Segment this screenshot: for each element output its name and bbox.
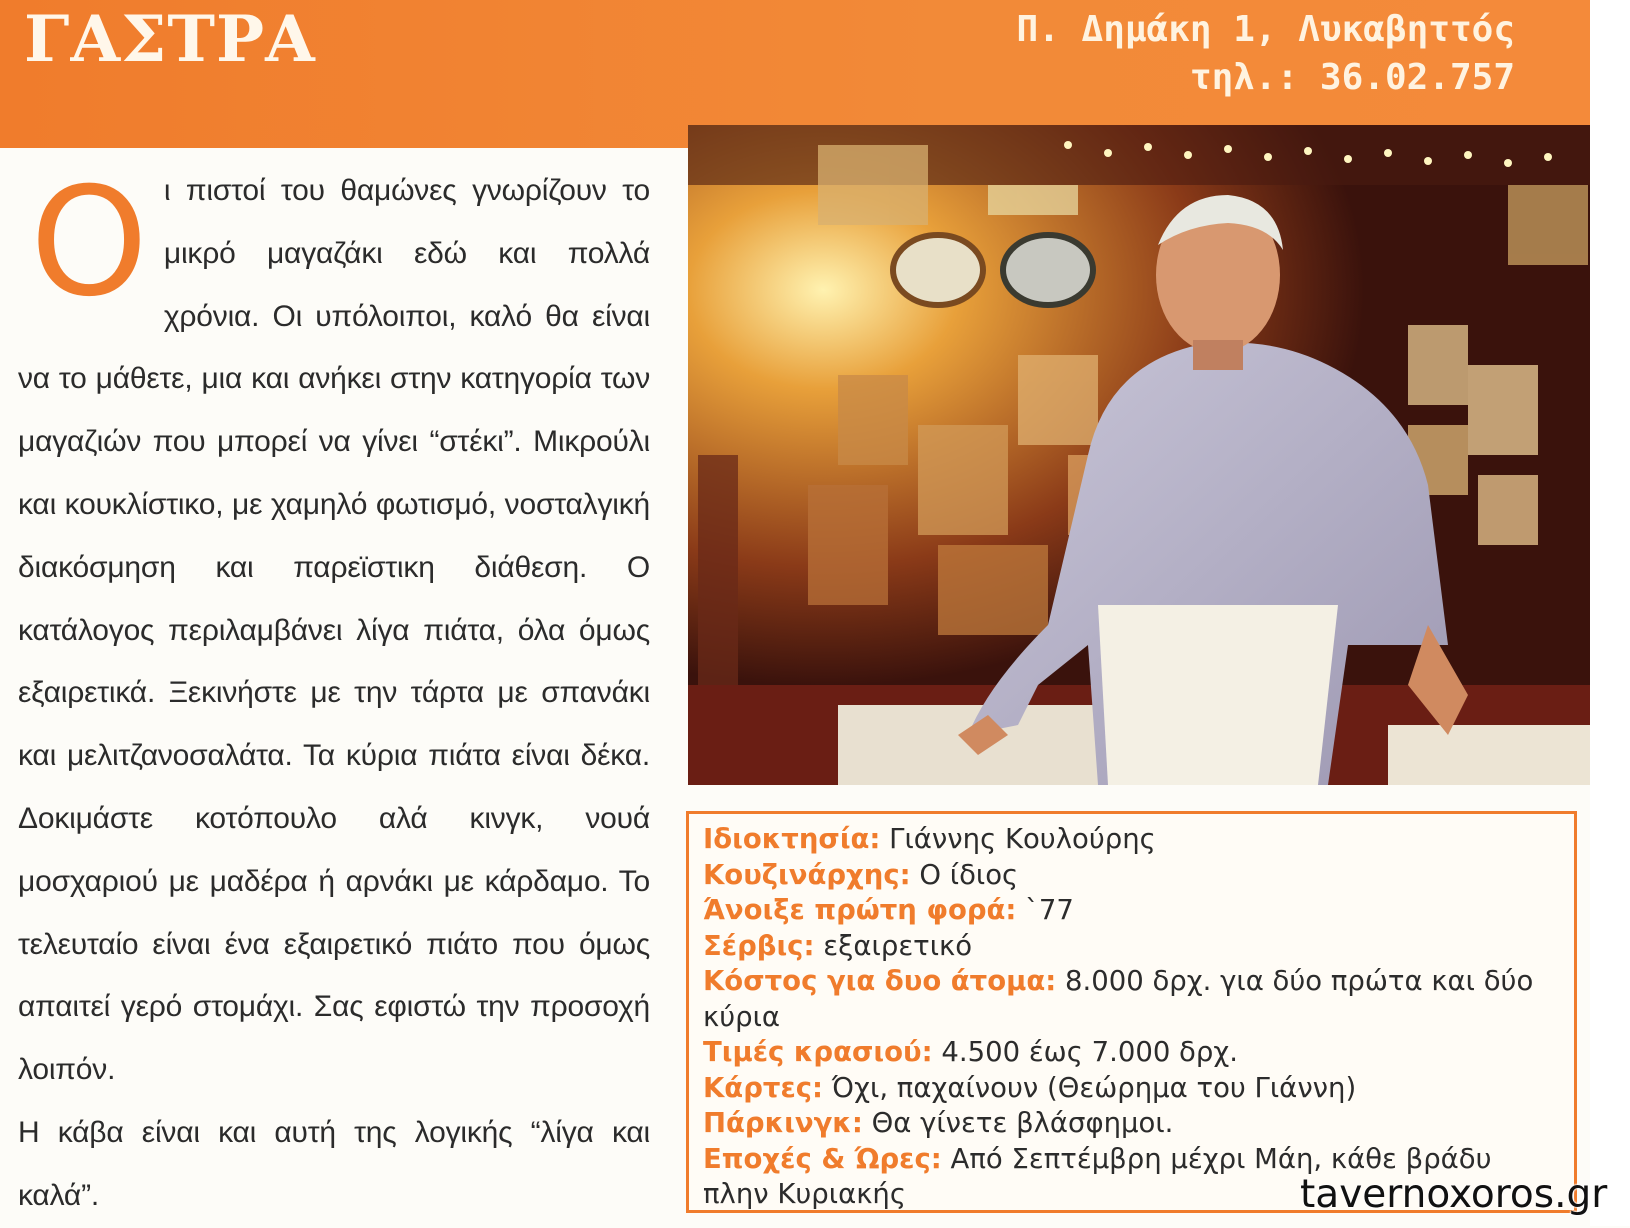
info-value: 4.500 έως 7.000 δρχ. [932,1036,1238,1068]
info-row-cost [703,964,1560,1035]
info-label: Άνοιξε πρώτη φορά: [703,894,1017,926]
info-value: `77 [1016,894,1074,926]
info-row-cards [703,1071,1560,1107]
info-label: Κάρτες: [703,1071,824,1104]
info-label: Κόστος για δυο άτομα: [703,965,1057,997]
info-row-wine [703,1035,1560,1071]
page-margin-strip [1590,0,1630,1226]
info-value: Όχι, παχαίνουν (Θεώρημα του Γιάννη) [823,1071,1357,1104]
article-paragraph: Η κάβα είναι και αυτή της λογικής “λίγα και καλά”. [18,1115,650,1212]
info-value: Γιάννης Κουλούρης [880,823,1156,855]
info-value: Θα γίνετε βλάσφημοι. [862,1107,1174,1139]
article-paragraph: ι πιστοί του θαμώνες γνωρίζουν το μικρό μαγαζάκι εδώ και πολλά χρόνια. Οι υπόλοιποι, καλό θα είναι να το μάθετε, μια και ανήκει στην κατηγορία των μαγαζιών που μπορεί να γίνει “στέκι”. Μικρούλι και κουκλίστικο, με χαμηλό φωτισμό, νοσταλγική διακόσμηση και παρεϊστικη διάθεση. Ο κατάλογος περιλαμβάνει λίγα πιάτα, όλα όμως εξαιρετικά. Ξεκινήστε με την τάρτα με σπανάκι και μελιτζανοσαλάτα. Τα κύρια πιάτα είναι δέκα. Δοκιμάστε κοτόπουλο αλά κινγκ, νουά μοσχαριού με μαδέρα ή αρνάκι με κάρδαμο. Το τελευταίο είναι ένα εξαιρετικό πιάτο που όμως απαιτεί γερό στομάχι. Σας εφιστώ την προσοχή λοιπόν. [18,174,650,1087]
info-label: Εποχές & Ώρες: [703,1142,942,1175]
info-label: Κουζινάρχης: [703,858,911,891]
info-row-parking [703,1106,1560,1142]
info-label: Σέρβις: [703,929,815,962]
article-body [18,156,650,1228]
address-line: Π. Δημάκη 1, Λυκαβηττός [1016,9,1515,50]
info-box [686,811,1577,1213]
owner-photo [688,125,1590,785]
info-value: Από Σεπτέμβρη μέχρι Μάη, κάθε βράδυ πλην Κυριακής [703,1142,1492,1210]
info-row-chef [703,858,1560,894]
info-label: Πάρκινγκ: [703,1107,863,1139]
info-value: Ο ίδιος [910,858,1019,891]
restaurant-address [1017,6,1516,102]
info-row-opened [703,893,1560,929]
info-label: Τιμές κρασιού: [703,1036,933,1068]
info-label: Ιδιοκτησία: [703,823,881,855]
info-row-owner [703,822,1560,858]
phone-line: τηλ.: 36.02.757 [1189,57,1515,98]
info-value: εξαιρετικό [814,929,973,962]
info-value: 8.000 δρχ. για δύο πρώτα και δύο κύρια [703,965,1534,1033]
drop-cap: Ο [30,156,148,330]
info-row-service [703,929,1560,965]
restaurant-title: ΓΑΣΤΡΑ [24,2,316,77]
site-watermark: tavernoxoros.gr [1300,1172,1608,1217]
